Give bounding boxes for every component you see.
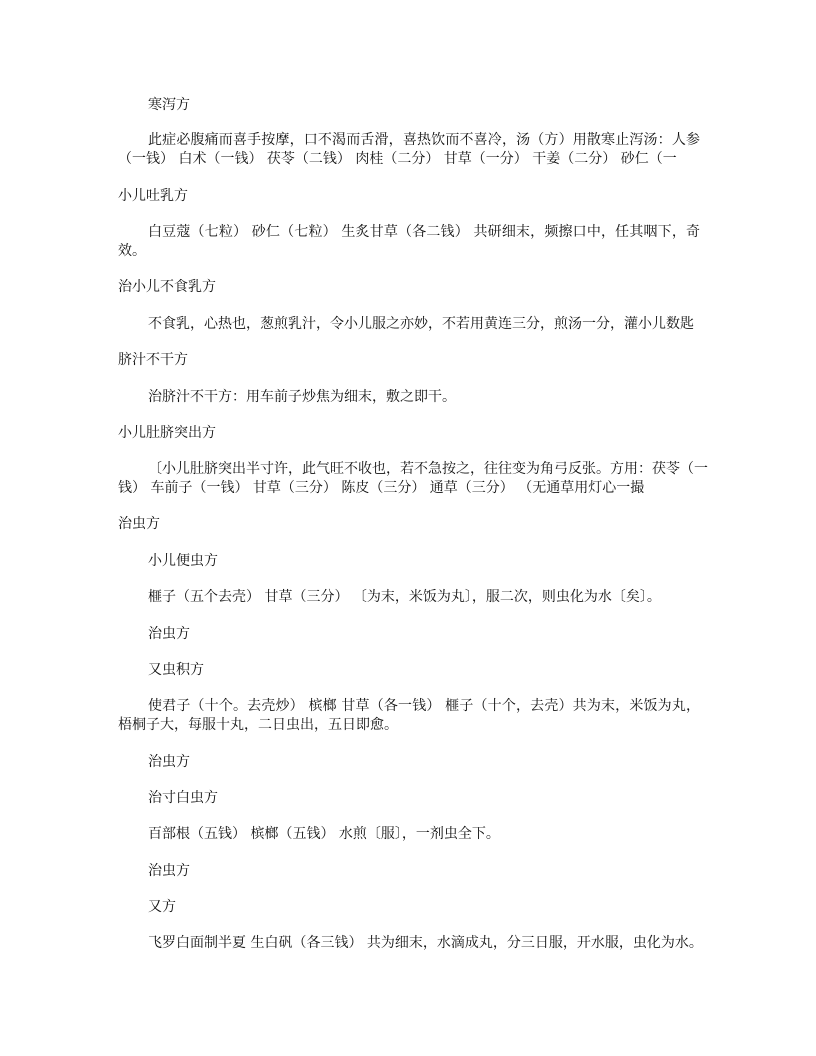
paragraph-line: 此症必腹痛而喜手按摩，口不渴而舌滑，喜热饮而不喜冷，汤（方）用散寒止泻汤：人参 [148,132,700,148]
sub-heading: 又方 [148,899,176,915]
sub-heading: 治虫方 [148,863,190,879]
section-heading: 小儿吐乳方 [118,188,188,204]
paragraph-line: 白豆蔻（七粒） 砂仁（七粒） 生炙甘草（各二钱） 共研细末，频擦口中，任其咽下，奇 [148,224,700,240]
paragraph-line: 榧子（五个去壳） 甘草（三分） 〔为末，米饭为丸〕，服二次，则虫化为水〔矣〕。 [148,589,661,605]
paragraph-line: （一钱） 白术（一钱） 茯苓（二钱） 肉桂（二分） 甘草（一分） 干姜（二分） 砂仁（一 [118,151,677,167]
paragraph-line: 治脐汁不干方：用车前子炒焦为细末，敷之即干。 [148,389,456,405]
paragraph-line: 钱） 车前子（一钱） 甘草（三分） 陈皮（三分） 通草（三分） （无通草用灯心一撮 [118,480,645,496]
sub-heading: 又虫积方 [148,662,204,678]
section-heading: 小儿肚脐突出方 [118,425,216,441]
sub-heading: 治寸白虫方 [148,790,218,806]
paragraph-line: 百部根（五钱） 槟榔（五钱） 水煎〔服〕，一剂虫全下。 [148,826,500,842]
paragraph-line: 不食乳，心热也，葱煎乳汁，令小儿服之亦妙，不若用黄连三分，煎汤一分，灌小儿数匙 [148,316,694,332]
sub-heading: 小儿便虫方 [148,553,218,569]
sub-heading: 治虫方 [148,754,190,770]
paragraph-line: 〔小儿肚脐突出半寸许，此气旺不收也，若不急按之，往往变为角弓反张。方用：茯苓（一 [148,461,708,477]
section-heading: 脐汁不干方 [118,352,188,368]
paragraph-line: 飞罗白面制半夏 生白矾（各三钱） 共为细末，水滴成丸，分三日服，开水服，虫化为水。 [148,935,703,951]
sub-heading: 治虫方 [148,626,190,642]
paragraph-line: 使君子（十个。去壳炒） 槟榔 甘草（各一钱） 榧子（十个，去壳）共为末，米饭为丸， [148,698,700,714]
section-heading: 寒泻方 [148,97,190,113]
paragraph-line: 效。 [118,243,146,259]
section-heading: 治虫方 [118,516,160,532]
section-heading: 治小儿不食乳方 [118,279,216,295]
paragraph-line: 梧桐子大，每服十丸，二日虫出，五日即愈。 [118,717,398,733]
